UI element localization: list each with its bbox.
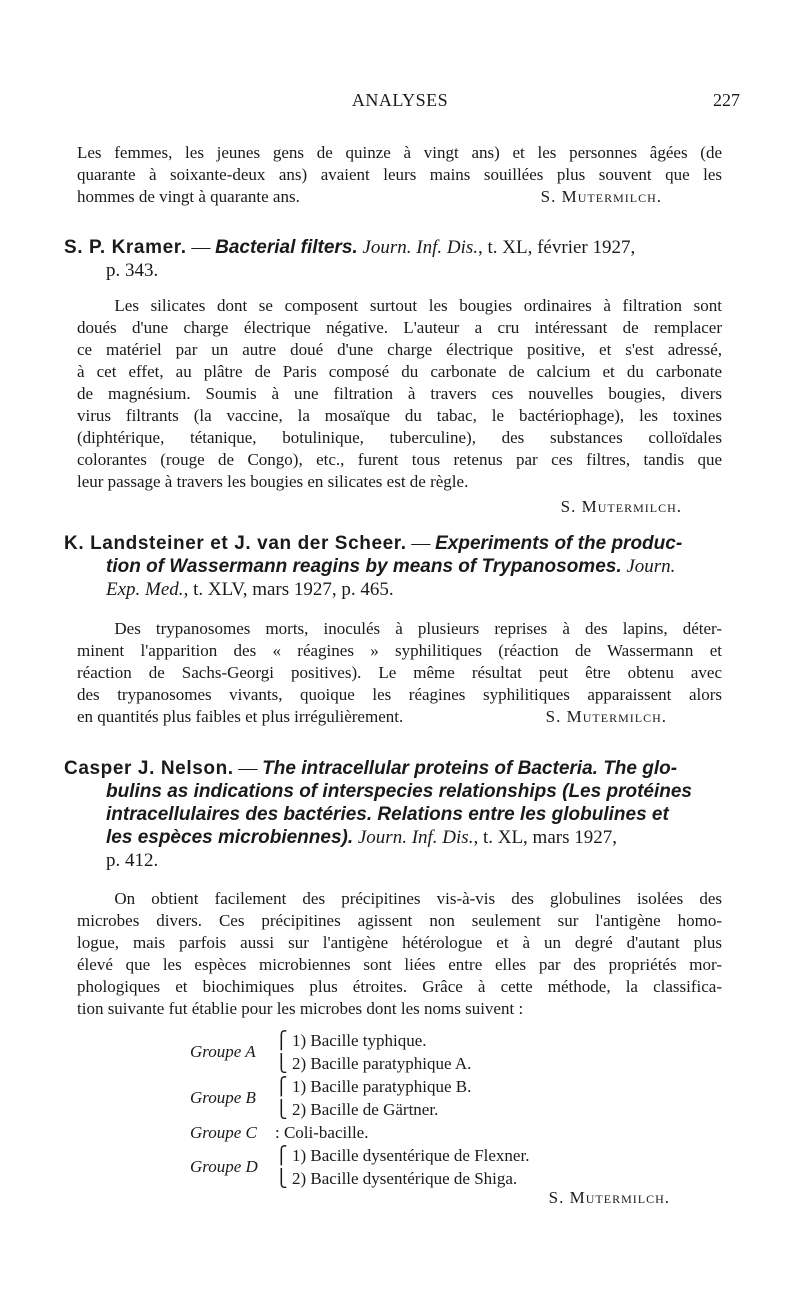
- group-item: 2) Bacille dysentérique de Shiga.: [292, 1169, 518, 1188]
- page-header: [60, 90, 740, 120]
- group-item: : Coli-bacille.: [275, 1123, 369, 1142]
- text-line: des trypanosomes vivants, quoique les réagines syphilitiques apparaissent alors: [77, 685, 722, 704]
- text-line: phologiques et biochimiques plus étroites. Grâce à cette méthode, la classifica-: [77, 977, 722, 996]
- abstract-landsteiner: [77, 618, 722, 728]
- group-item: 1) Bacille paratyphique B.: [292, 1077, 472, 1096]
- signature: S. Mutermilch.: [548, 1188, 670, 1207]
- text-line: Les silicates dont se composent surtout les bougies ordinaires à filtration sont: [114, 296, 722, 315]
- entry-journal: Journ.: [621, 556, 676, 577]
- group-b: [180, 1075, 700, 1121]
- intro-paragraph: [77, 142, 722, 208]
- group-label: Groupe A: [190, 1042, 256, 1061]
- entry-title: bulins as indications of interspecies relationships (Les protéines: [106, 781, 692, 802]
- entry-journal: Journ. Inf. Dis.: [357, 237, 478, 258]
- brace-icon: ⎧ ⎩: [275, 1031, 288, 1073]
- signature: S. Mutermilch.: [540, 187, 662, 206]
- entry-citation-page: p. 343.: [106, 260, 159, 281]
- text-line: virus filtrants (la vaccine, la mosaïque du tabac, le bactériophage), les toxines: [77, 406, 722, 425]
- text-line: ce matériel par un autre doué d'une charge électrique positive, et s'est adressé,: [77, 340, 722, 359]
- signature: S. Mutermilch.: [545, 707, 667, 726]
- entry-title: Bacterial filters.: [215, 237, 358, 258]
- brace-icon: ⎧ ⎩: [275, 1077, 288, 1119]
- entry-title: intracellulaires des bactéries. Relations entre les globulines et: [106, 804, 669, 825]
- abstract-nelson: [77, 888, 722, 1020]
- entry-dash: —: [186, 237, 216, 258]
- group-a: [180, 1029, 700, 1075]
- text-line: logue, mais parfois aussi sur l'antigène hétérologue et à un degré d'autant plus: [77, 933, 722, 952]
- text-line: On obtient facilement des précipitines vis-à-vis des globulines isolées des: [114, 889, 722, 908]
- entry-citation: , t. XL, février 1927,: [478, 237, 636, 258]
- text-line: colorantes (rouge de Congo), etc., furent tous retenus par ces filtres, tandis que: [77, 450, 722, 469]
- group-d: [180, 1144, 700, 1190]
- entry-author: S. P. Kramer.: [64, 237, 187, 258]
- text-line: leur passage à travers les bougies en silicates est de règle.: [77, 472, 469, 491]
- text-line: réaction de Sachs-Georgi positives). Le même résultat peut être obtenu avec: [77, 663, 722, 682]
- page-number: 227: [713, 90, 740, 110]
- entry-citation: , t. XL, mars 1927,: [473, 827, 617, 848]
- group-item: 1) Bacille dysentérique de Flexner.: [292, 1146, 530, 1165]
- group-label: Groupe B: [190, 1088, 256, 1107]
- classification-list: [180, 1029, 700, 1190]
- brace-icon: ⎧ ⎩: [275, 1146, 288, 1188]
- entry-journal: Exp. Med.: [106, 579, 184, 600]
- entry-title-kramer: [64, 236, 724, 282]
- text-line: à cet effet, au plâtre de Paris composé du carbonate de calcium et du carbonate: [77, 362, 722, 381]
- text-line: Les femmes, les jeunes gens de quinze à vingt ans) et les personnes âgées (de: [77, 143, 722, 162]
- text-line: (diphtérique, tétanique, botulinique, tuberculine), des substances colloïdales: [77, 428, 722, 447]
- signature: S. Mutermilch.: [560, 497, 682, 516]
- entry-citation: , t. XLV, mars 1927, p. 465.: [183, 579, 394, 600]
- text-line: doués d'une charge électrique négative. L'auteur a cru intéressant de remplacer: [77, 318, 722, 337]
- text-line: élevé que les espèces microbiennes sont liées entre elles par des propriétés mor-: [77, 955, 722, 974]
- abstract-kramer: [77, 295, 722, 518]
- group-c: [180, 1121, 700, 1144]
- entry-title: tion of Wassermann reagins by means of Trypanosomes.: [106, 556, 622, 577]
- group-label: Groupe C: [190, 1123, 257, 1142]
- text-line: tion suivante fut établie pour les microbes dont les noms suivent :: [77, 999, 524, 1018]
- entry-title-nelson: [64, 757, 724, 872]
- text-line: quarante à soixante-deux ans) avaient leurs mains souillées plus souvent que les: [77, 165, 722, 184]
- text-line: Des trypanosomes morts, inoculés à plusieurs reprises à des lapins, déter-: [114, 619, 722, 638]
- group-item: 1) Bacille typhique.: [292, 1031, 427, 1050]
- group-item: 2) Bacille paratyphique A.: [292, 1054, 472, 1073]
- entry-dash: —: [233, 758, 263, 779]
- group-item: 2) Bacille de Gärtner.: [292, 1100, 439, 1119]
- entry-author: K. Landsteiner et J. van der Scheer.: [64, 533, 407, 554]
- entry-title: The intracellular proteins of Bacteria. The glo-: [262, 758, 678, 779]
- entry-citation-page: p. 412.: [106, 850, 159, 871]
- group-label: Groupe D: [190, 1157, 258, 1176]
- text-line: en quantités plus faibles et plus irrégulièrement.: [77, 707, 404, 726]
- entry-title: Experiments of the produc-: [435, 533, 683, 554]
- entry-title: les espèces microbiennes).: [106, 827, 354, 848]
- entry-journal: Journ. Inf. Dis.: [353, 827, 474, 848]
- text-line: minent l'apparition des « réagines » syphilitiques (réaction de Wassermann et: [77, 641, 722, 660]
- entry-author: Casper J. Nelson.: [64, 758, 234, 779]
- text-line: microbes divers. Ces précipitines agissent non seulement sur l'antigène homo-: [77, 911, 722, 930]
- running-head: ANALYSES: [351, 90, 449, 110]
- text-line: hommes de vingt à quarante ans.: [77, 187, 300, 206]
- entry-title-landsteiner: [64, 532, 724, 601]
- entry-dash: —: [406, 533, 436, 554]
- text-line: de magnésium. Soumis à une filtration à travers ces nouvelles bougies, divers: [77, 384, 722, 403]
